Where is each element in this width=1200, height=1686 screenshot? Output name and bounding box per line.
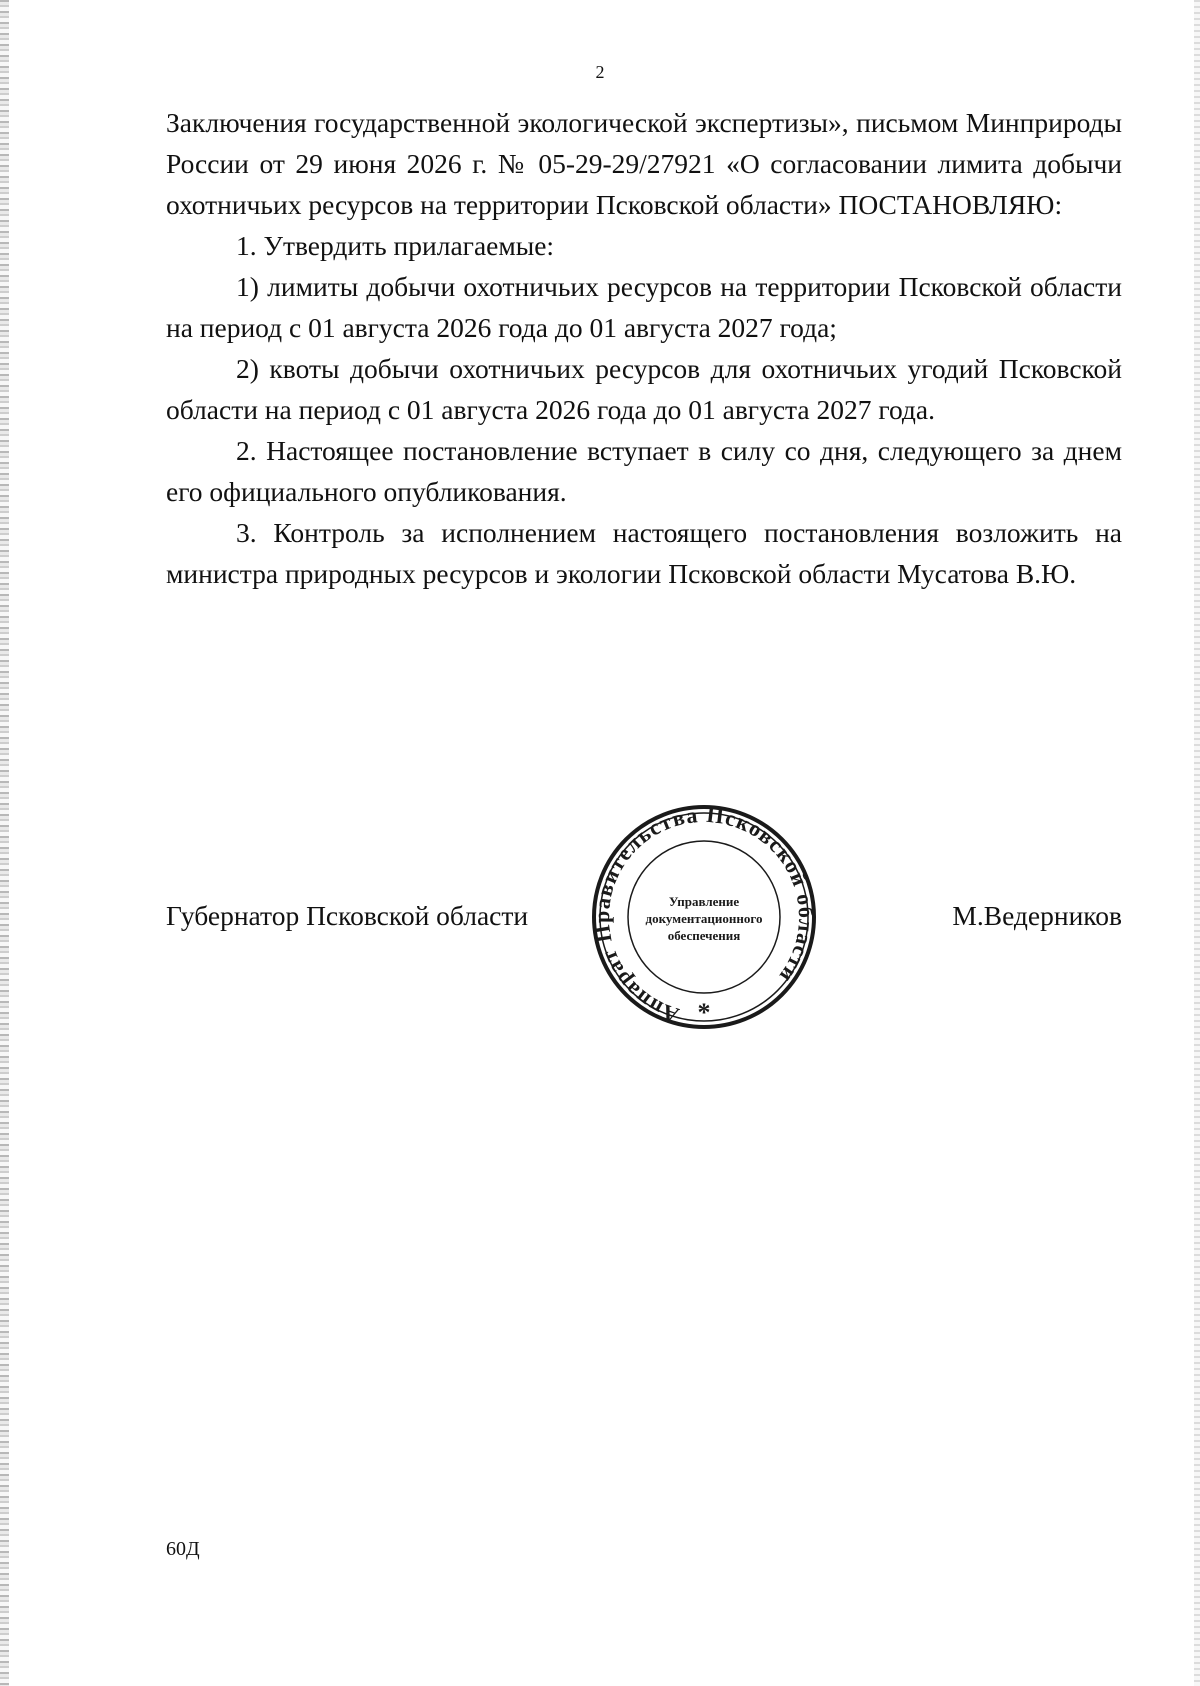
- stamp-star-icon: *: [697, 998, 711, 1027]
- signatory-title: Губернатор Псковской области: [166, 900, 529, 931]
- paragraph-effective: 2. Настоящее постановление вступает в силу со дня, следующего за днем его официального опубликования.: [166, 435, 1122, 507]
- paragraph-control: 3. Контроль за исполнением настоящего постановления возложить на министра природных ресурсов и экологии Псковской области Мусатова В.Ю.: [166, 517, 1122, 589]
- signatory-name: М.Ведерников: [952, 900, 1122, 931]
- paragraph-limits: 1) лимиты добычи охотничьих ресурсов на территории Псковской области на период с 01 августа 2026 года до 01 августа 2027 года;: [166, 271, 1122, 343]
- scan-edge-left: [0, 0, 9, 1686]
- page-number: 2: [595, 62, 605, 82]
- paragraph-quotas: 2) квоты добычи охотничьих ресурсов для охотничьих угодий Псковской области на период с 01 августа 2026 года до 01 августа 2027 года.: [166, 353, 1122, 425]
- scan-edge-right: [1194, 0, 1200, 1686]
- stamp-outer-text: Аппарат Правительства Псковской области: [589, 802, 819, 1029]
- stamp-inner-line-1: Управление: [668, 894, 740, 909]
- stamp-inner-line-3: обеспечения: [667, 928, 741, 943]
- stamp-inner-line-2: документационного: [645, 911, 763, 926]
- document-body: [166, 102, 1122, 594]
- footer-code: 60Д: [166, 1538, 200, 1560]
- paragraph-approve: 1. Утвердить прилагаемые:: [236, 230, 555, 261]
- paragraph-preamble: Заключения государственной экологической экспертизы», письмом Минприроды России от 29 июня 2026 г. № 05-29-29/27921 «О согласовании лимита добычи охотничьих ресурсов на территории Псковской области» ПОСТАНОВЛЯЮ:: [166, 107, 1122, 220]
- official-stamp: [589, 802, 819, 1032]
